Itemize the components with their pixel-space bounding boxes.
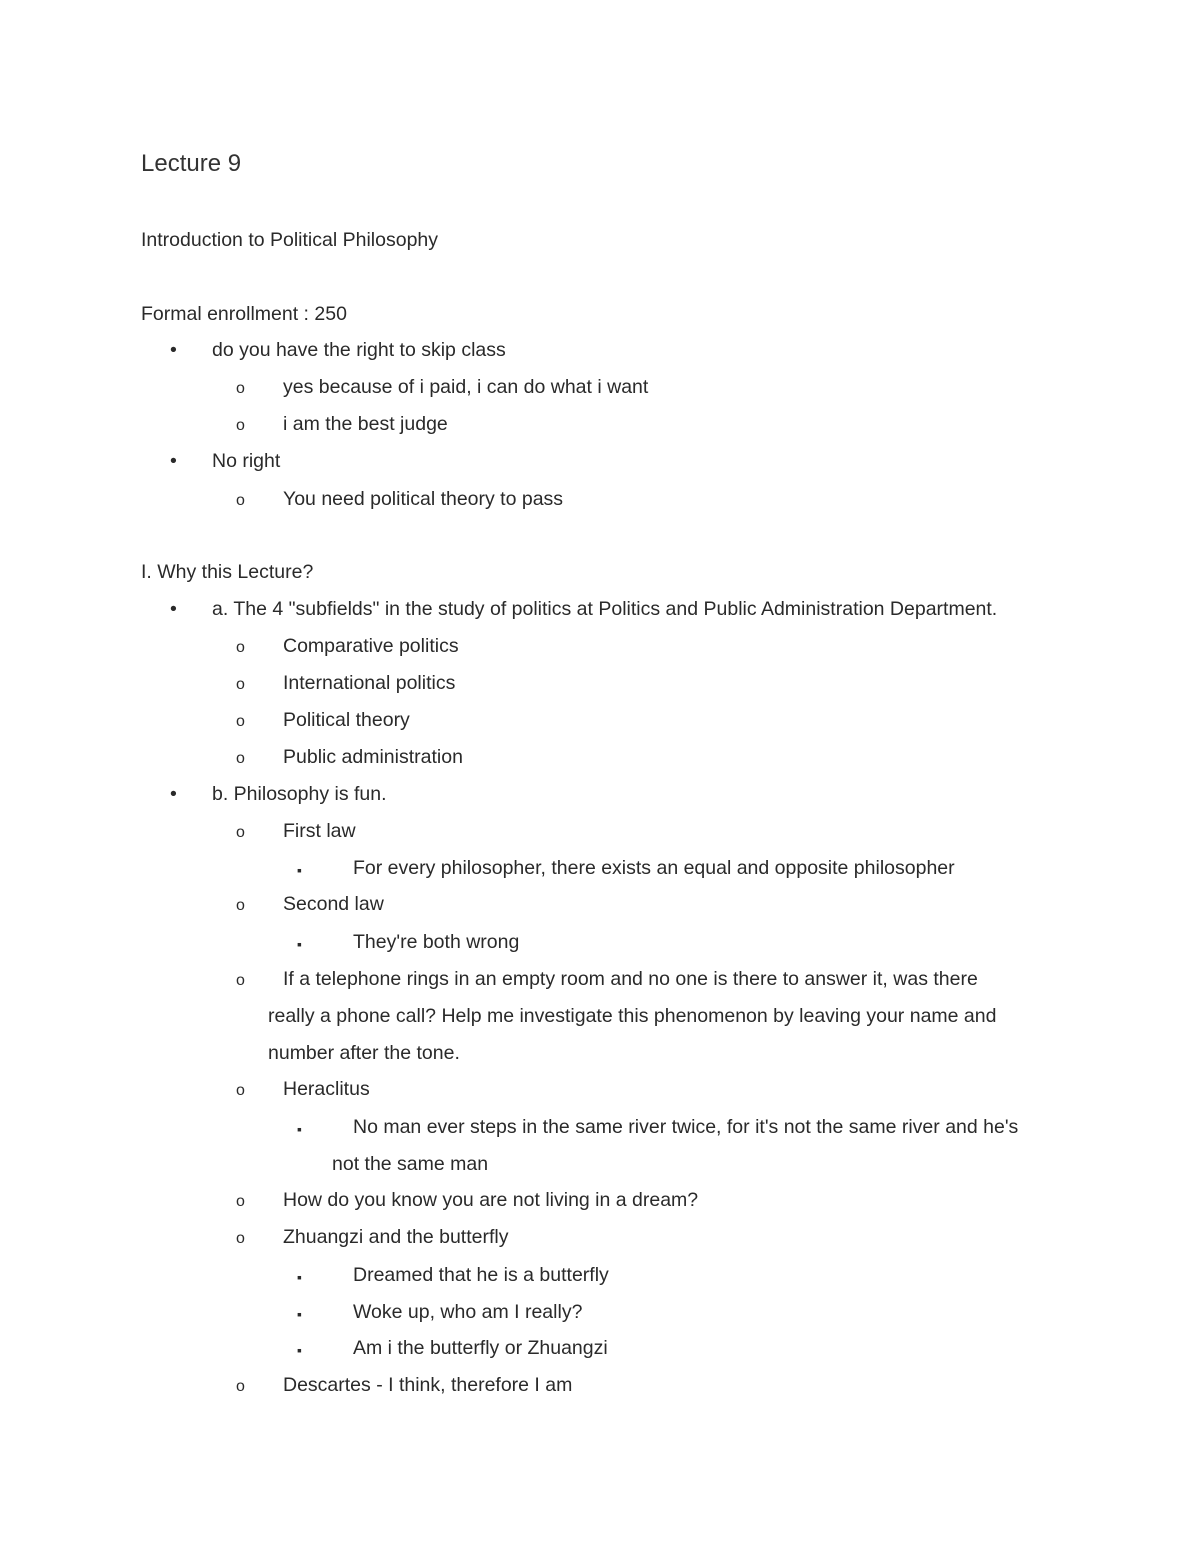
list-item: do you have the right to skip class: [212, 339, 506, 361]
list-item: Second law: [283, 893, 384, 915]
list-item-continuation: number after the tone.: [268, 1042, 460, 1064]
circle-bullet-icon: o: [236, 380, 245, 397]
list-item: Zhuangzi and the butterfly: [283, 1226, 509, 1248]
disc-bullet-icon: •: [170, 339, 177, 361]
list-item: If a telephone rings in an empty room and no one is there to answer it, was there: [283, 968, 978, 990]
circle-bullet-icon: o: [236, 639, 245, 656]
square-bullet-icon: ▪: [297, 862, 302, 878]
circle-bullet-icon: o: [236, 750, 245, 767]
circle-bullet-icon: o: [236, 972, 245, 989]
list-item: How do you know you are not living in a dream?: [283, 1189, 699, 1211]
list-item: i am the best judge: [283, 413, 448, 435]
circle-bullet-icon: o: [236, 1230, 245, 1247]
list-item: Am i the butterfly or Zhuangzi: [353, 1337, 608, 1359]
disc-bullet-icon: •: [170, 450, 177, 472]
square-bullet-icon: ▪: [297, 1342, 302, 1358]
list-item: For every philosopher, there exists an equal and opposite philosopher: [353, 857, 955, 879]
disc-bullet-icon: •: [170, 598, 177, 620]
circle-bullet-icon: o: [236, 824, 245, 841]
lecture-title: Lecture 9: [141, 150, 242, 177]
list-item: Woke up, who am I really?: [353, 1301, 583, 1323]
list-item: No man ever steps in the same river twice, for it's not the same river and he's: [353, 1116, 1019, 1138]
list-item: a. The 4 "subfields" in the study of politics at Politics and Public Administration Department.: [212, 598, 998, 620]
circle-bullet-icon: o: [236, 713, 245, 730]
circle-bullet-icon: o: [236, 417, 245, 434]
circle-bullet-icon: o: [236, 676, 245, 693]
list-item: Dreamed that he is a butterfly: [353, 1264, 609, 1286]
disc-bullet-icon: •: [170, 783, 177, 805]
list-item-continuation: really a phone call? Help me investigate this phenomenon by leaving your name and: [268, 1005, 997, 1027]
list-item: Comparative politics: [283, 635, 459, 657]
list-item-continuation: not the same man: [332, 1153, 489, 1175]
list-item: Heraclitus: [283, 1078, 370, 1100]
square-bullet-icon: ▪: [297, 1121, 302, 1137]
list-item: No right: [212, 450, 281, 472]
circle-bullet-icon: o: [236, 1378, 245, 1395]
square-bullet-icon: ▪: [297, 1306, 302, 1322]
list-item: yes because of i paid, i can do what i want: [283, 376, 649, 398]
enrollment-line: Formal enrollment : 250: [141, 303, 347, 325]
circle-bullet-icon: o: [236, 1193, 245, 1210]
circle-bullet-icon: o: [236, 492, 245, 509]
circle-bullet-icon: o: [236, 897, 245, 914]
list-item: You need political theory to pass: [283, 488, 564, 510]
list-item: First law: [283, 820, 356, 842]
list-item: International politics: [283, 672, 456, 694]
list-item: They're both wrong: [353, 931, 520, 953]
list-item: Descartes - I think, therefore I am: [283, 1374, 573, 1396]
list-item: Public administration: [283, 746, 463, 768]
section-heading: I. Why this Lecture?: [141, 561, 314, 583]
square-bullet-icon: ▪: [297, 1269, 302, 1285]
course-subtitle: Introduction to Political Philosophy: [141, 229, 439, 251]
square-bullet-icon: ▪: [297, 936, 302, 952]
circle-bullet-icon: o: [236, 1082, 245, 1099]
list-item: b. Philosophy is fun.: [212, 783, 387, 805]
list-item: Political theory: [283, 709, 410, 731]
